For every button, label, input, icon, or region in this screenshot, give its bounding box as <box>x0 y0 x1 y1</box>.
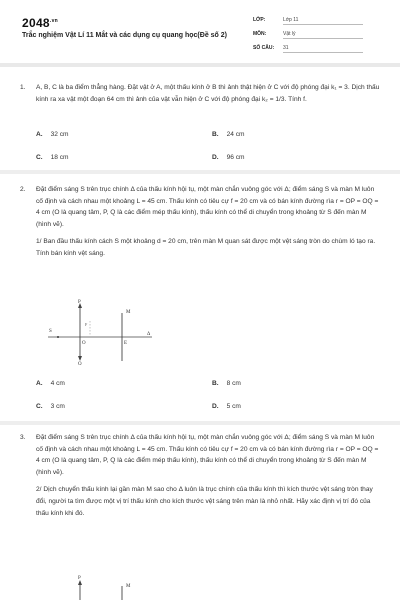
question-text <box>36 184 382 260</box>
label-m: M <box>126 310 131 315</box>
question-subpart: 2/ Dịch chuyển thấu kính lại gần màn M sao cho Δ luôn là trục chính của thấu kính thì kích thước vệt sáng tròn thay đổi, người ta tìm được một vị trí thấu kính cho kích thước vệt sáng trên màn là nhỏ nhất. Hãy xác định vị trí đó của thấu kính khi đó. <box>36 486 373 517</box>
label-o: O <box>82 341 86 346</box>
exam-meta <box>253 15 383 57</box>
question-number: 1. <box>20 84 26 91</box>
option-d[interactable]: D. 96 cm <box>212 154 245 161</box>
option-b[interactable]: B. 8 cm <box>212 380 241 387</box>
subject-label: MÔN: <box>253 31 267 37</box>
subject-value: Vật lý <box>283 31 363 39</box>
meta-subject <box>253 29 383 43</box>
label-s: S <box>49 329 52 334</box>
class-label: LỚP: <box>253 17 266 23</box>
label-f: F <box>85 322 88 327</box>
option-c[interactable]: C. 18 cm <box>36 154 69 161</box>
question-text <box>36 432 382 519</box>
count-label: SỐ CÂU: <box>253 45 275 51</box>
label-axis: Δ <box>147 332 151 337</box>
option-a[interactable]: A. 4 cm <box>36 380 65 387</box>
option-a[interactable]: A. 32 cm <box>36 131 69 138</box>
label-m: M <box>126 584 131 589</box>
label-q: Q <box>78 362 82 365</box>
label-p: P <box>78 300 81 305</box>
logo[interactable]: $2048^{.vn}$ <box>22 16 59 30</box>
header <box>0 0 400 62</box>
question-subpart: 1/ Ban đầu thấu kính cách S một khoảng d = 20 cm, trên màn M quan sát được một vệt sáng tròn do chùm ló tạo ra. Tính bán kính vệt sáng. <box>36 238 376 257</box>
meta-class <box>253 15 383 29</box>
question-body: Đặt điểm sáng S trên trục chính Δ của thấu kính hội tụ, một màn chắn vuông góc với Δ; điểm sáng S và màn M luôn cố định và cách nhau một khoảng L = 45 cm. Thấu kính có tiêu cự f = 20 cm và có bán kính đường rìa r = OP = OQ = 4 cm (O là quang tâm, P, Q là các điểm mép thấu kính), thấu kính có thể di chuyển trong khoảng từ S đến màn M (hình vẽ). <box>36 186 379 228</box>
label-p: P <box>78 576 81 581</box>
question-number: 2. <box>20 186 26 193</box>
lens-figure-2 <box>40 573 160 600</box>
option-c[interactable]: C. 3 cm <box>36 403 65 410</box>
class-value: Lớp 11 <box>283 17 363 25</box>
meta-count <box>253 43 383 57</box>
lens-figure-1 <box>40 297 160 365</box>
label-e: E <box>124 341 128 346</box>
question-divider <box>0 421 400 425</box>
question-number: 3. <box>20 434 26 441</box>
question-text: A, B, C là ba điểm thẳng hàng. Đặt vật ở A, một thấu kính ở B thì ảnh thật hiện ở C với độ phóng đại k₁ = 3. Dịch thấu kính ra xa vật một đoạn 64 cm thì ảnh của vật vẫn hiện ở C với độ phóng đại k₂ = 1/3. Tính f. <box>36 84 380 103</box>
option-d[interactable]: D. 5 cm <box>212 403 241 410</box>
question-body: Đặt điểm sáng S trên trục chính Δ của thấu kính hội tụ, một màn chắn vuông góc với Δ; điểm sáng S và màn M luôn cố định và cách nhau một khoảng L = 45 cm. Thấu kính có tiêu cự f = 20 cm và có bán kính đường rìa r = OP = OQ = 4 cm (O là quang tâm, P, Q là các điểm mép thấu kính), thấu kính có thể di chuyển trong khoảng từ S đến màn M (hình vẽ). <box>36 434 379 476</box>
header-separator <box>0 63 400 67</box>
exam-title: Trắc nghiệm Vật Lí 11 Mắt và các dụng cụ quang học(Đề số 2) <box>22 32 227 39</box>
question-divider <box>0 170 400 174</box>
count-value: 31 <box>283 45 363 53</box>
option-b[interactable]: B. 24 cm <box>212 131 245 138</box>
